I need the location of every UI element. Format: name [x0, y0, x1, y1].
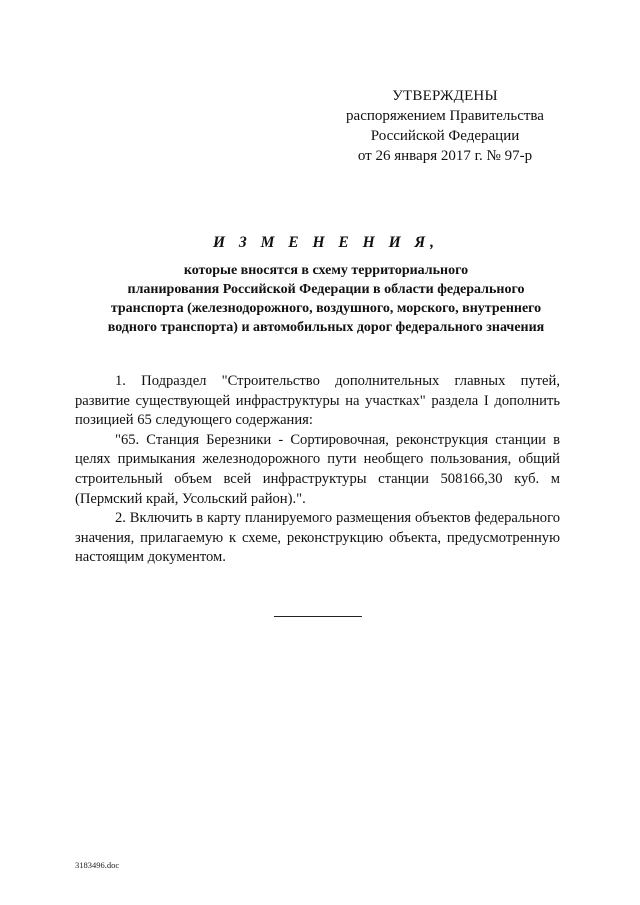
body-paragraph-1: 1. Подраздел "Строительство дополнительных главных путей, развитие существующей инфраструктуры на участках" раздела I дополнить позицией 65 следующего содержания: [75, 373, 560, 429]
closing-separator-line [274, 616, 362, 617]
document-title-block [60, 232, 592, 337]
body-paragraph-2: "65. Станция Березники - Сортировочная, реконструкция станции в целях примыкания железнодорожного пути необщего пользования, общий строительный объем всей инфраструктуры станции 508166,30 куб. м (Пермский край, Усольский район).". [75, 431, 560, 507]
approval-stamp [330, 86, 560, 166]
approval-line-federation: Российской Федерации [370, 128, 520, 144]
document-body [75, 372, 560, 568]
document-subtitle-line: которые вносятся в схему территориального [183, 263, 469, 278]
approval-line-date-number: от 26 января 2017 г. № 97-р [357, 148, 533, 164]
document-subtitle-line: планирования Российской Федерации в области федерального [127, 282, 525, 297]
document-subtitle-line: транспорта (железнодорожного, воздушного, морского, внутреннего [110, 301, 542, 316]
file-code: 3183496.doc [75, 860, 120, 870]
approval-line-decree: распоряжением Правительства [346, 108, 544, 124]
document-title: И З М Е Н Е Н И Я, [212, 234, 440, 251]
document-subtitle-line: водного транспорта) и автомобильных дорог федерального значения [107, 320, 545, 335]
body-paragraph-3: 2. Включить в карту планируемого размещения объектов федерального значения, прилагаемую к схеме, реконструкцию объекта, предусмотренную настоящим документом. [75, 510, 560, 566]
approved-heading: УТВЕРЖДЕНЫ [392, 88, 498, 104]
